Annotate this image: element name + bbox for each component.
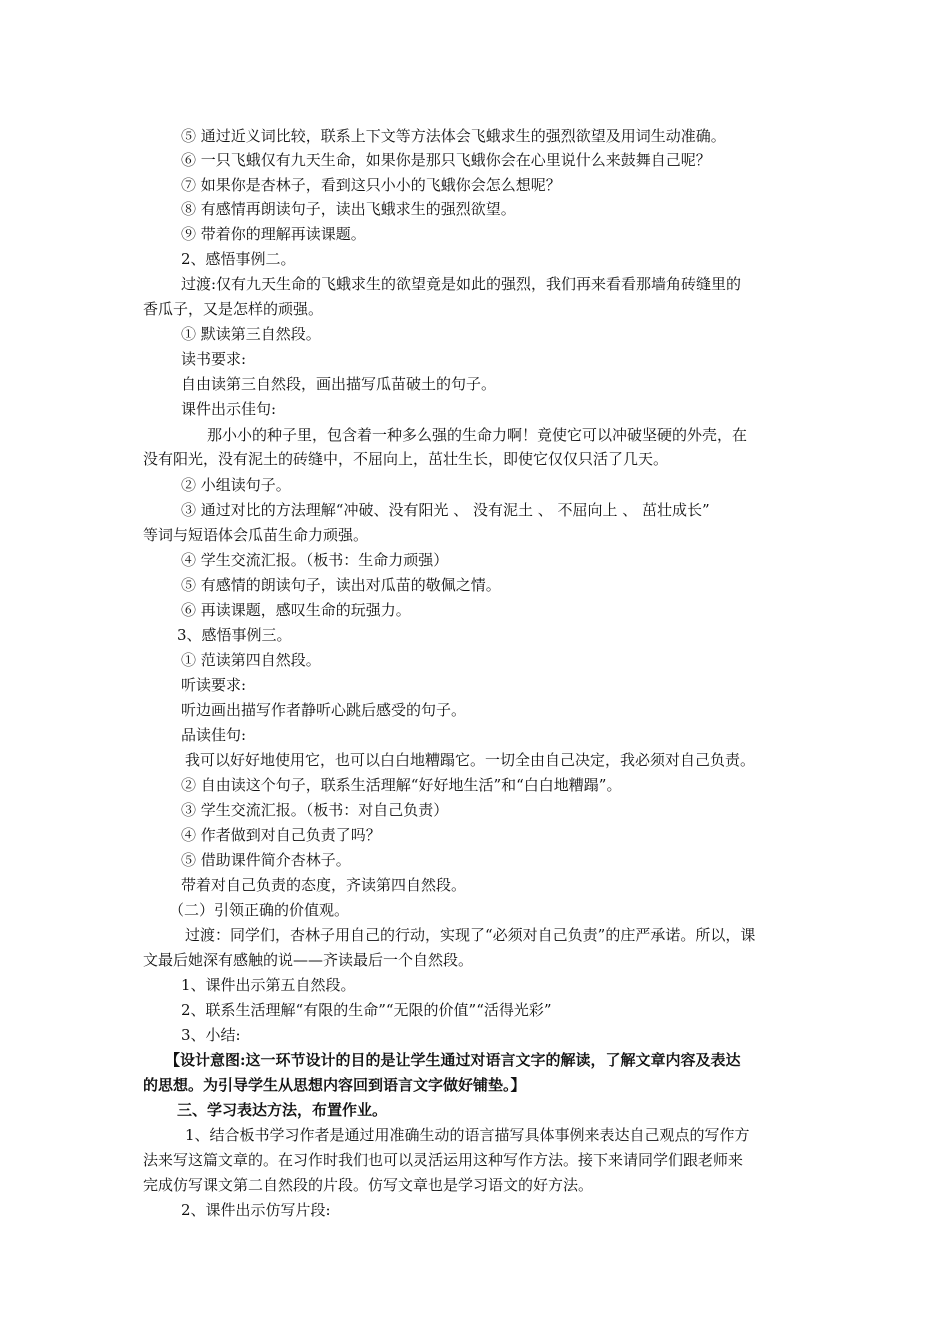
design-intent-note: 【设计意图:这一环节设计的目的是让学生通过对语言文字的解读，了解文章内容及表达 bbox=[165, 1051, 741, 1069]
text-line: 读书要求: bbox=[181, 350, 247, 368]
text-line: 2、联系生活理解“有限的生命”“无限的价值”“活得光彩” bbox=[181, 1001, 552, 1019]
text-line: ⑤ 通过近义词比较，联系上下文等方法体会飞蛾求生的强烈欲望及用词生动准确。 bbox=[181, 127, 726, 145]
quoted-sentence: 我可以好好地使用它，也可以白白地糟蹋它。一切全由自己决定，我必须对自己负责。 bbox=[185, 751, 756, 769]
text-line: ④ 学生交流汇报。（板书：生命力顽强） bbox=[181, 551, 449, 569]
text-line: 完成仿写课文第二自然段的片段。仿写文章也是学习语文的好方法。 bbox=[143, 1176, 594, 1194]
text-line: ⑥ 再读课题，感叹生命的玩强力。 bbox=[181, 601, 411, 619]
text-line: 自由读第三自然段，画出描写瓜苗破土的句子。 bbox=[181, 375, 497, 393]
text-line: 过渡：同学们，杏林子用自己的行动，实现了“必须对自己负责”的庄严承诺。所以，课 bbox=[185, 926, 756, 944]
text-line: 过渡:仅有九天生命的飞蛾求生的欲望竟是如此的强烈，我们再来看看那墙角砖缝里的 bbox=[181, 275, 742, 293]
text-line: 3、小结: bbox=[181, 1026, 241, 1044]
text-line: 2、课件出示仿写片段: bbox=[181, 1201, 331, 1219]
text-line: 法来写这篇文章的。在习作时我们也可以灵活运用这种写作方法。接下来请同学们跟老师来 bbox=[143, 1151, 744, 1169]
text-line: ① 范读第四自然段。 bbox=[181, 651, 321, 669]
text-line: 听边画出描写作者静听心跳后感受的句子。 bbox=[181, 701, 467, 719]
text-line: ② 自由读这个句子，联系生活理解“好好地生活”和“白白地糟蹋”。 bbox=[181, 776, 622, 794]
text-line: 香瓜子，又是怎样的顽强。 bbox=[143, 300, 324, 318]
section-heading: 3、感悟事例三。 bbox=[177, 626, 292, 644]
text-line: ⑤ 借助课件简介杏林子。 bbox=[181, 851, 351, 869]
section-heading: 2、感悟事例二。 bbox=[181, 250, 296, 268]
text-line: ⑧ 有感情再朗读句子，读出飞蛾求生的强烈欲望。 bbox=[181, 200, 516, 218]
text-line: 课件出示佳句: bbox=[181, 400, 277, 418]
text-line: 1、结合板书学习作者是通过用准确生动的语言描写具体事例来表达自己观点的写作方 bbox=[185, 1126, 750, 1144]
text-line: ① 默读第三自然段。 bbox=[181, 325, 321, 343]
text-line: ③ 学生交流汇报。（板书：对自己负责） bbox=[181, 801, 449, 819]
text-line: 1、课件出示第五自然段。 bbox=[181, 976, 356, 994]
text-line: 听读要求: bbox=[181, 676, 247, 694]
text-line: ⑥ 一只飞蛾仅有九天生命，如果你是那只飞蛾你会在心里说什么来鼓舞自己呢？ bbox=[181, 151, 711, 169]
text-line: ③ 通过对比的方法理解“冲破、没有阳光 、 没有泥土 、 不屈向上 、 茁壮成长” bbox=[181, 501, 710, 519]
quoted-sentence: 那小小的种子里，包含着一种多么强的生命力啊！竟使它可以冲破坚硬的外壳，在 bbox=[207, 426, 748, 444]
text-line: ⑦ 如果你是杏林子，看到这只小小的飞蛾你会怎么想呢？ bbox=[181, 176, 561, 194]
section-heading: 三、学习表达方法，布置作业。 bbox=[177, 1101, 388, 1119]
text-line: ④ 作者做到对自己负责了吗？ bbox=[181, 826, 381, 844]
section-heading: （二）引领正确的价值观。 bbox=[169, 901, 350, 919]
text-line: 品读佳句: bbox=[181, 726, 247, 744]
text-line: 带着对自己负责的态度，齐读第四自然段。 bbox=[181, 876, 467, 894]
text-line: ② 小组读句子。 bbox=[181, 476, 291, 494]
text-line: ⑨ 带着你的理解再读课题。 bbox=[181, 225, 366, 243]
design-intent-note: 的思想。为引导学生从思想内容回到语言文字做好铺垫。】 bbox=[143, 1076, 526, 1094]
quoted-sentence: 没有阳光，没有泥土的砖缝中，不屈向上，茁壮生长，即使它仅仅只活了几天。 bbox=[143, 450, 669, 468]
text-line: ⑤ 有感情的朗读句子，读出对瓜苗的敬佩之情。 bbox=[181, 576, 501, 594]
text-line: 等词与短语体会瓜苗生命力顽强。 bbox=[143, 526, 369, 544]
text-line: 文最后她深有感触的说——齐读最后一个自然段。 bbox=[143, 951, 474, 969]
